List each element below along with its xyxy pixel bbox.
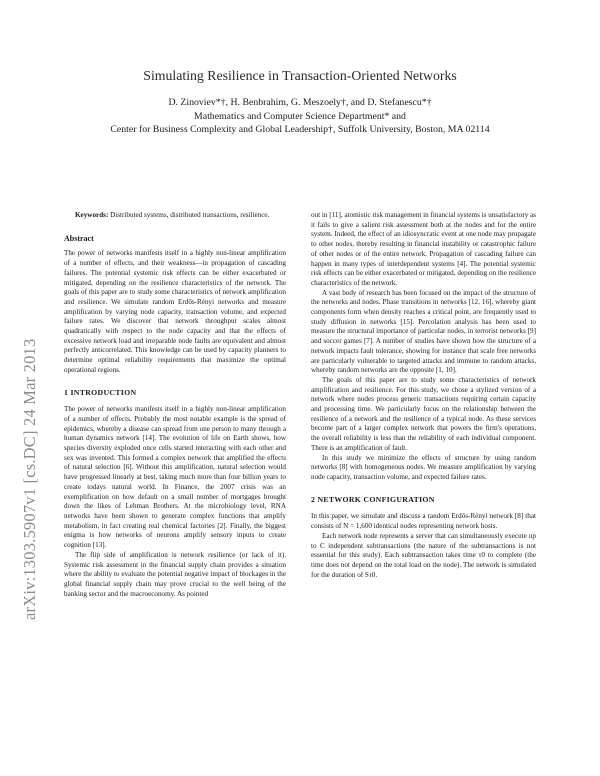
author-block (60, 96, 540, 137)
keywords-label: Keywords: (75, 211, 109, 219)
keywords-paragraph (64, 211, 286, 221)
intro-paragraph-2: The flip side of amplification is network resilience (or lack of it). Systemic risk assessment in the financial supply chain provides a situation where the ability to evaluate the potential negative impact of blockages in the global financial supply chain may prove crucial to the well being of the banking sector and the macroeconomy. As pointed (64, 550, 286, 598)
authors-line: D. Zinoviev*†, H. Benbrahim, G. Meszoely†, and D. Stefanescu*† (168, 97, 432, 108)
section-1-heading: 1 INTRODUCTION (64, 387, 137, 397)
intro-paragraph-3: out in [11], atomistic risk management in financial systems is unsatisfactory as it fails to give a salient risk assessment both at the nodes and for the entire system. Indeed, the effect of an idiosyncratic event at one node may propagate to other nodes, thereby resulting in financial instability or catastrophic failure of other nodes or of the entire network. Propagation of cascading failure can happen in many types of interdependent systems [4]. The potential systemic risk effects can be either exacerbated or mitigated, depending on the resilience characteristics of the network. (311, 211, 537, 287)
arxiv-sidebar-stamp (0, 150, 40, 620)
affiliation-line-2: Center for Business Complexity and Global Leadership†, Suffolk University, Boston, MA 02114 (110, 124, 490, 135)
network-paragraph-2: Each network node represents a server that can simultaneously execute up to C independent subtransactions (the nature of the subtransactions is not essential for this study). Each subtransaction takes time τ0 to complete (the time does not depend on the total load on the node). The network is simulated for the duration of Sτ0. (311, 531, 536, 579)
abstract-text: The power of networks manifests itself in a highly non-linear amplification of a number of effects, and their weakness—in propagation of cascading failures. The potential systemic risk effects can be either exacerbated or mitigated, depending on the resilience characteristics of the network. The goals of this paper are to study some characteristics of network amplification and resilience. We simulate random Erdős-Rényi networks and measure amplification by varying node capacity, transaction volume, and expected failure rates. We discover that network throughput scales almost quadratically with respect to the node capacity and that the effects of excessive network load and irreparable node faults are equivalent and almost perfectly anticorrelated. This knowledge can be used by capacity planners to determine optimal reliability requirements that maximize the optimal operational regions. (64, 249, 286, 374)
intro-paragraph-6: In this study we minimize the effects of structure by using random networks [8] with homogeneous nodes. We measure amplification by varying node capacity, transaction volume, and expected failure rates. (311, 453, 536, 481)
section-2-heading: 2 NETWORK CONFIGURATION (311, 494, 435, 504)
arxiv-identifier: arXiv:1303.5907v1 [cs.DC] 24 Mar 2013 (20, 338, 39, 620)
paper-title: Simulating Resilience in Transaction-Oriented Networks (143, 68, 457, 83)
network-paragraph-1: In this paper, we simulate and discuss a random Erdős-Rényi network [8] that consists of N = 1,600 identical nodes representing network hosts. (311, 512, 536, 531)
affiliation-line-1: Mathematics and Computer Science Department* and (194, 110, 406, 122)
right-column (311, 211, 536, 580)
intro-paragraph-4: A vast body of research has been focused on the impact of the structure of the networks and nodes. Phase transitions in networks [12, 16], whereby giant components form when density reaches a critical point, are frequently used to study diffusion in networks [15]. Percolation analysis has been used to measure the structural importance of particular nodes, in terrorist networks [9] and soccer games [7]. A number of studies have shown how the structure of a network impacts fault tolerance, showing for instance that scale free networks are particularly vulnerable to targeted attacks and immune to random attacks, whereby random networks are the opposite [1, 10]. (311, 288, 536, 375)
intro-paragraph-1: The power of networks manifests itself in a highly non-linear amplification of a number of effects. Probably the most notable example is the spread of epidemics, whereby a disease can spread from one person to many through a human dynamics network [14]. The evolution of life on Earth shows, how species diversity exploded once cells started interacting with each other and sex was invented. This formed a complex network that amplified the effects of natural selection [6]. Without this amplification, natural selection would have progressed linearly at best, taking much more than four billion years to create todays natural world. In Finance, the 2007 crisis was an exemplification on how default on a small number of mortgages brought down the likes of Lehman Brothers. At the microbiology level, RNA networks have been shown to generate complex functions that amplify metabolism, in fact creating real chemical factories [2]. Finally, the biggest enigma is how networks of neurons amplify sensory inputs to create cognition [13]. (64, 405, 286, 550)
keywords-text: Distributed systems, distributed transactions, resilience. (108, 211, 270, 219)
intro-paragraph-5: The goals of this paper are to study some characteristics of network amplification and resilience. For this study, we chose a stylized version of a network where nodes process generic transactions requiring certain capacity and processing time. We particularly focus on the relationship between the resilience of a network and the resilience of a typical node. As these services become part of a larger complex network that powers the firm's operations, the overall reliability is less than the reliability of each individual component. There is an amplification of fault. (311, 375, 536, 452)
left-column (64, 211, 286, 599)
abstract-heading: Abstract (64, 233, 94, 243)
